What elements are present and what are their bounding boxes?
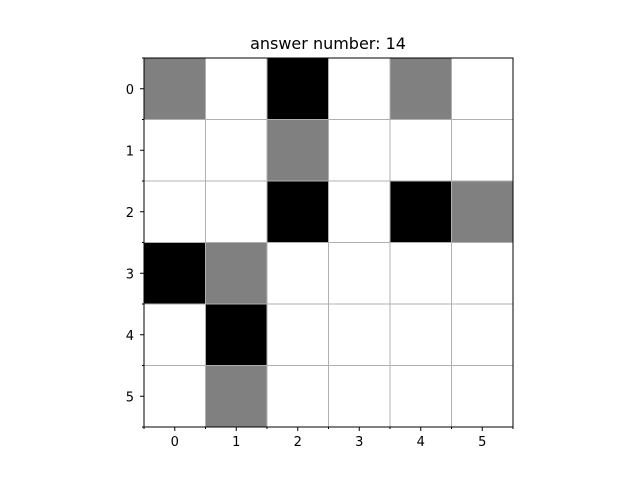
chart-title: answer number: 14 bbox=[250, 34, 406, 53]
grid-cell-5-3-white[interactable] bbox=[329, 366, 391, 428]
grid-cell-3-5-white[interactable] bbox=[452, 243, 514, 305]
grid-cell-4-1-black[interactable] bbox=[206, 304, 268, 366]
grid-cell-5-0-white[interactable] bbox=[144, 366, 206, 428]
grid-cell-2-0-white[interactable] bbox=[144, 181, 206, 243]
grid-cell-0-5-white[interactable] bbox=[452, 58, 514, 120]
grid-cell-1-0-white[interactable] bbox=[144, 120, 206, 182]
grid-cell-1-1-white[interactable] bbox=[206, 120, 268, 182]
grid-cell-5-4-white[interactable] bbox=[390, 366, 452, 428]
y-tick-label: 4 bbox=[125, 328, 134, 344]
grid-cell-4-0-white[interactable] bbox=[144, 304, 206, 366]
grid-cell-4-5-white[interactable] bbox=[452, 304, 514, 366]
x-tick-label: 2 bbox=[293, 435, 302, 450]
grid-cell-1-5-white[interactable] bbox=[452, 120, 514, 182]
grid-cell-2-2-black[interactable] bbox=[267, 181, 329, 243]
grid-cell-3-1-gray[interactable] bbox=[206, 243, 268, 305]
grid-cell-5-1-gray[interactable] bbox=[206, 366, 268, 428]
grid-cell-4-4-white[interactable] bbox=[390, 304, 452, 366]
grid-cell-3-3-white[interactable] bbox=[329, 243, 391, 305]
y-tick-label: 2 bbox=[125, 205, 134, 221]
x-tick-label: 4 bbox=[416, 435, 425, 450]
x-tick-label: 3 bbox=[355, 435, 364, 450]
grid-cell-5-5-white[interactable] bbox=[452, 366, 514, 428]
grid-cell-0-3-white[interactable] bbox=[329, 58, 391, 120]
y-tick-label: 5 bbox=[125, 390, 134, 406]
grid-cell-0-2-black[interactable] bbox=[267, 58, 329, 120]
grid-cell-1-2-gray[interactable] bbox=[267, 120, 329, 182]
x-tick-label: 5 bbox=[478, 435, 487, 450]
y-tick-label: 3 bbox=[125, 267, 134, 283]
grid-cell-1-4-white[interactable] bbox=[390, 120, 452, 182]
grid-cell-0-4-gray[interactable] bbox=[390, 58, 452, 120]
grid-cell-5-2-white[interactable] bbox=[267, 366, 329, 428]
grid-cell-2-3-white[interactable] bbox=[329, 181, 391, 243]
grid-cell-2-4-black[interactable] bbox=[390, 181, 452, 243]
grid-cell-2-5-gray[interactable] bbox=[452, 181, 514, 243]
grid-cell-0-1-white[interactable] bbox=[206, 58, 268, 120]
grid-cell-3-0-black[interactable] bbox=[144, 243, 206, 305]
y-tick-label: 0 bbox=[125, 82, 134, 98]
x-tick-label: 1 bbox=[232, 435, 241, 450]
grid-cell-3-4-white[interactable] bbox=[390, 243, 452, 305]
grid-cell-0-0-gray[interactable] bbox=[144, 58, 206, 120]
grid-cell-4-2-white[interactable] bbox=[267, 304, 329, 366]
grid-cell-4-3-white[interactable] bbox=[329, 304, 391, 366]
grid-cell-1-3-white[interactable] bbox=[329, 120, 391, 182]
y-tick-label: 1 bbox=[125, 144, 134, 160]
grid-cell-2-1-white[interactable] bbox=[206, 181, 268, 243]
x-tick-label: 0 bbox=[170, 435, 179, 450]
grid-cell-3-2-white[interactable] bbox=[267, 243, 329, 305]
